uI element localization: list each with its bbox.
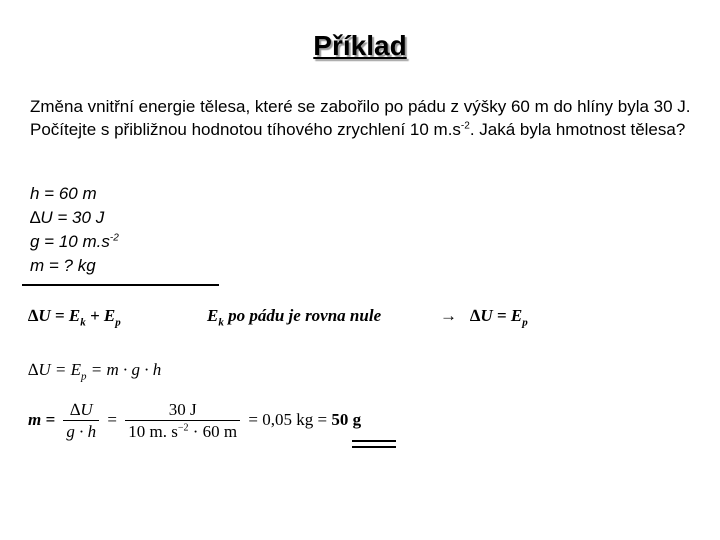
- given-g-base: g = 10 m.s: [30, 232, 110, 251]
- eq1-note-sub: k: [218, 316, 224, 329]
- given-divider: [22, 284, 219, 286]
- final-answer: 50 g: [331, 409, 362, 429]
- problem-text-2: . Jaká byla hmotnost tělesa?: [469, 120, 686, 139]
- given-g-exponent: -2: [109, 232, 119, 244]
- equation-result-ep: [470, 306, 528, 328]
- given-du-value: U = 30 J: [40, 208, 105, 227]
- equation-potential-energy: [28, 360, 161, 382]
- eq2-rhs: = m · g · h: [86, 360, 162, 379]
- frac2-denominator: [125, 420, 240, 442]
- eq1-right: ∆U = E: [470, 306, 523, 325]
- frac2-den-tail: · 60 m: [188, 422, 238, 441]
- problem-statement: [30, 95, 695, 141]
- eq1-right-sub: p: [522, 316, 528, 329]
- answer-underline-2: [352, 446, 396, 448]
- eq1-note-text: po pádu je rovna nule: [223, 306, 382, 325]
- eq1-left-sub: k: [80, 316, 86, 329]
- frac2-den-base: 10 m. s: [128, 422, 178, 441]
- eq1-left-tail-sub: p: [115, 316, 121, 329]
- frac1-numerator: ∆U: [69, 400, 93, 419]
- frac1-denominator: g · h: [63, 420, 99, 442]
- eq1-left-tail: + E: [85, 306, 116, 325]
- fraction-du-over-gh: [63, 400, 99, 442]
- problem-exponent: -2: [460, 120, 470, 132]
- given-h: h = 60 m: [30, 184, 97, 203]
- given-g: [30, 230, 119, 254]
- given-values: [30, 182, 119, 278]
- given-du: [30, 206, 119, 230]
- slide-title: Příklad: [313, 30, 407, 61]
- frac2-den-exp: −2: [177, 422, 189, 434]
- eq2-lhs: ∆U = E: [28, 360, 82, 379]
- problem-text-1: Změna vnitřní energie tělesa, které se zabořilo po pádu z výšky 60 m do hlíny byla 30 J. Počítejte s přibližnou hodnotou tíhového zrychlení 10 m.s: [30, 97, 691, 139]
- eq2-lhs-sub: p: [81, 370, 87, 383]
- answer-underline-1: [352, 440, 396, 442]
- frac2-numerator: 30 J: [168, 400, 197, 419]
- eq1-left: ∆U = E: [28, 306, 81, 325]
- equation-mass: [28, 400, 361, 442]
- eq1-note-e: E: [207, 306, 219, 325]
- equation-arrow: →: [440, 306, 457, 325]
- fraction-values: [125, 400, 240, 442]
- delta-symbol: ∆: [30, 208, 41, 227]
- eq3-result: = 0,05 kg =: [248, 409, 328, 429]
- given-m: m = ? kg: [30, 256, 96, 275]
- eq3-equals: =: [107, 409, 118, 429]
- equation-note: [207, 306, 381, 328]
- equation-energy-sum: [28, 306, 121, 328]
- eq3-m: m =: [28, 409, 56, 429]
